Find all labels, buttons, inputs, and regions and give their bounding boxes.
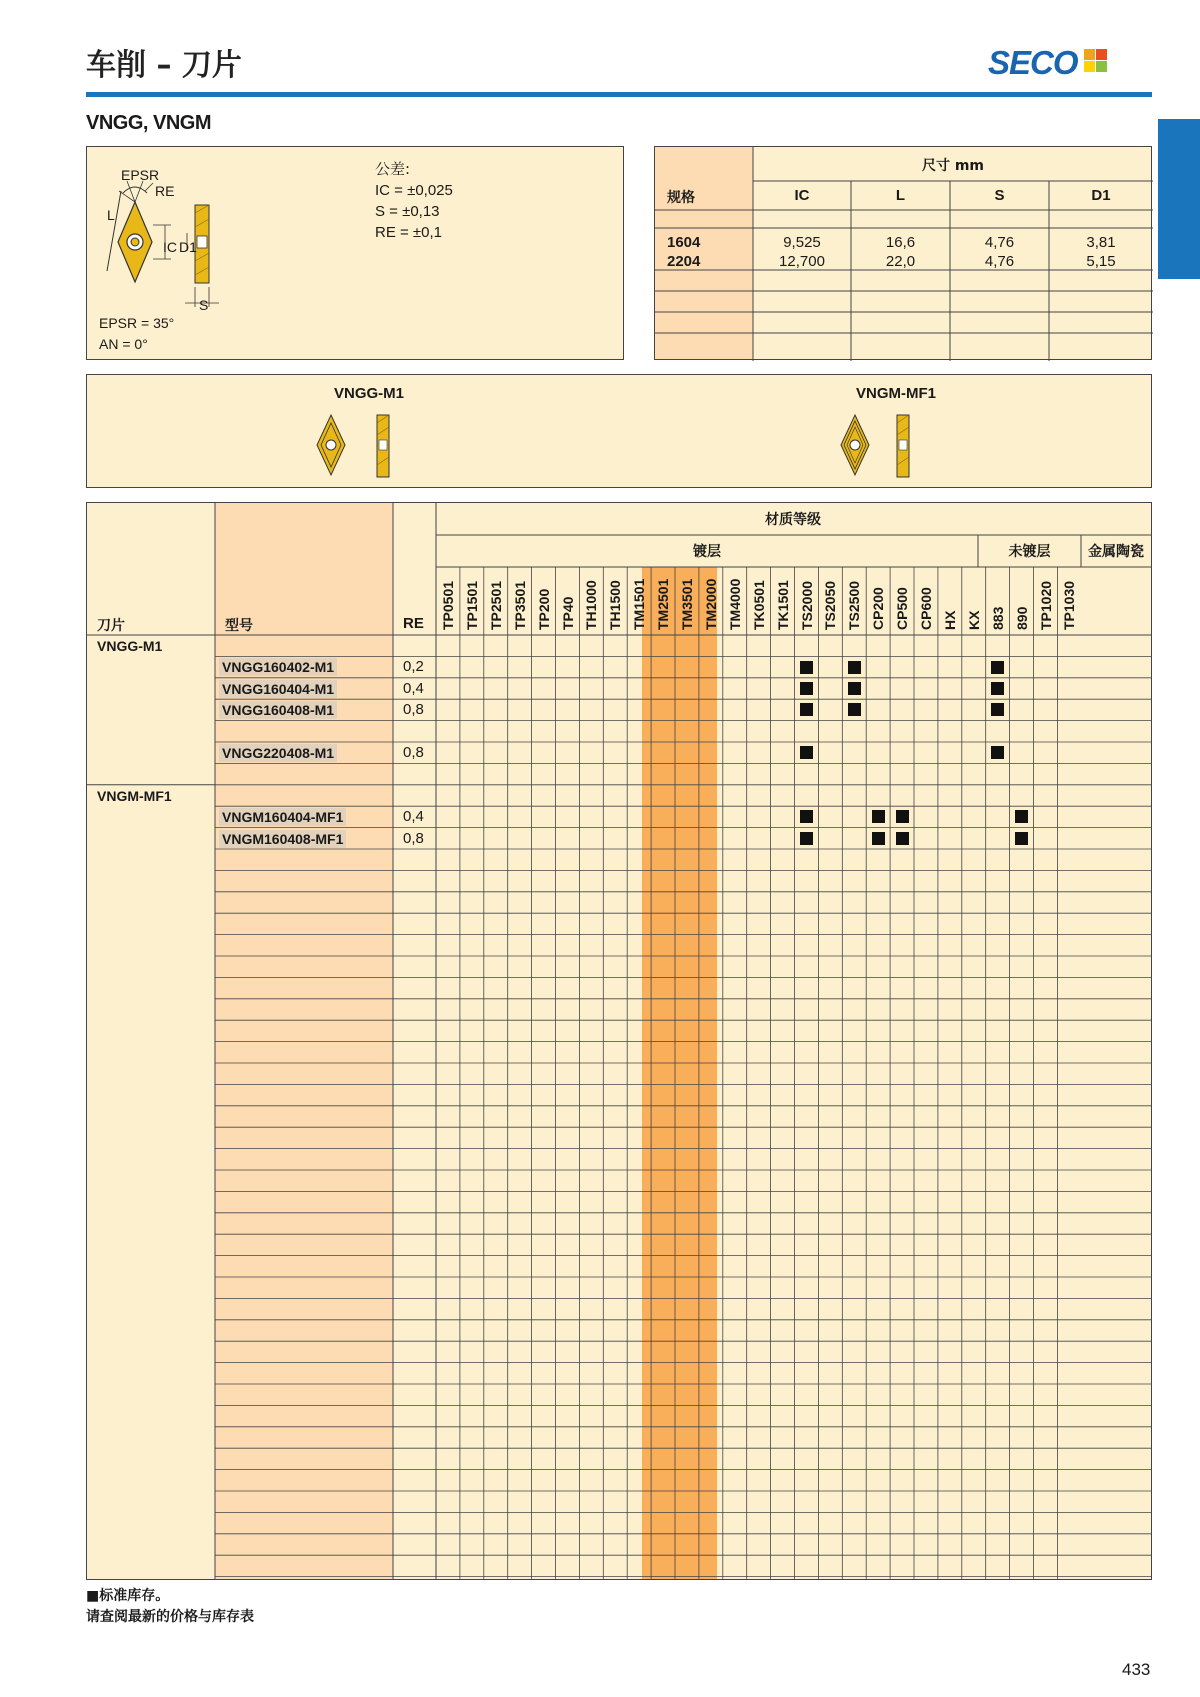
insert-code: VNGG160408-M1: [219, 701, 337, 719]
col-ic: IC: [794, 187, 810, 204]
stock-mark: [848, 682, 861, 695]
col-d1: D1: [1091, 187, 1111, 204]
grade-col-tp2501: TP2501: [487, 580, 504, 630]
insert-re: 0,2: [403, 658, 424, 676]
tolerance-ic: IC = ±0,025: [375, 182, 453, 199]
stock-mark: [800, 661, 813, 674]
vngg-m1-insert-icon: [315, 411, 415, 481]
col-insert-header: 刀片: [97, 618, 125, 634]
geometry-name-mf1: VNGM-MF1: [856, 385, 936, 402]
grade-col-kx: KX: [965, 610, 982, 630]
grade-col-th1500: TH1500: [607, 580, 624, 630]
stock-mark: [800, 746, 813, 759]
group-uncoated: 未镀层: [1008, 544, 1051, 560]
insert-re: 0,4: [403, 679, 424, 697]
insert-code: VNGG220408-M1: [219, 744, 337, 762]
spec-1604: 1604: [667, 234, 701, 251]
epsr-value: EPSR = 35°: [99, 315, 175, 331]
stock-mark: [991, 746, 1004, 759]
geometry-name-m1: VNGG-M1: [333, 385, 404, 402]
grade-col-tk1501: TK1501: [774, 580, 791, 630]
grade-col-ts2000: TS2000: [798, 580, 815, 630]
group-coated: 镀层: [693, 544, 721, 560]
value-cell: 12,700: [779, 253, 825, 270]
stock-mark: [800, 682, 813, 695]
stock-mark: [991, 682, 1004, 695]
grade-col-tp1030: TP1030: [1061, 580, 1078, 630]
insert-code: VNGG160402-M1: [219, 658, 337, 676]
grade-col-tk0501: TK0501: [750, 580, 767, 630]
insert-re: 0,8: [403, 744, 424, 761]
stock-mark: [896, 832, 909, 845]
section-tab: [1158, 119, 1200, 279]
spec-header: 规格: [667, 190, 695, 206]
stock-mark: [800, 810, 813, 823]
page-title: 车削 – 刀片: [86, 48, 242, 83]
group-cermet: 金属陶瓷: [1088, 544, 1144, 560]
footnote: [86, 1586, 254, 1628]
seco-logo: [988, 44, 1108, 81]
insert-code: VNGM160408-MF1: [219, 830, 346, 848]
page-number: 433: [1122, 1660, 1151, 1679]
vngm-mf1-insert-icon: [839, 411, 939, 481]
stock-mark: [872, 832, 885, 845]
label-epsr: EPSR: [121, 167, 160, 183]
grade-col-hx: HX: [941, 610, 958, 630]
an-value: AN = 0°: [99, 336, 148, 352]
grade-col-tm4000: TM4000: [726, 578, 743, 630]
logo-mark-icon: [1084, 49, 1108, 73]
spec-2204: 2204: [667, 253, 701, 270]
logo-text: SECO: [988, 44, 1078, 81]
value-cell: 4,76: [984, 253, 1015, 270]
tolerance-block: [375, 159, 453, 243]
grade-col-890: 890: [1013, 606, 1030, 630]
grade-col-th1000: TH1000: [583, 580, 600, 630]
grade-col-ts2500: TS2500: [846, 580, 863, 630]
grade-col-tm3501: TM3501: [679, 578, 695, 630]
col-re-header: RE: [403, 615, 424, 632]
dimension-table: [654, 146, 1152, 360]
tolerance-re: RE = ±0,1: [375, 224, 443, 241]
grade-col-cp500: CP500: [894, 587, 911, 630]
grade-col-tm2000: TM2000: [702, 578, 719, 630]
label-l: L: [107, 207, 115, 223]
value-cell: 22,0: [885, 253, 916, 270]
stock-mark: [848, 703, 861, 716]
value-cell: 16,6: [885, 234, 916, 251]
stock-mark: [896, 810, 909, 823]
value-cell: 3,81: [1086, 234, 1116, 251]
footnote-note: 请查阅最新的价格与库存表: [86, 1609, 254, 1625]
value-cell: 9,525: [783, 234, 821, 251]
grade-col-tm2501: TM2501: [655, 578, 672, 630]
grade-col-883: 883: [989, 606, 1006, 630]
stock-mark: [872, 810, 885, 823]
insert-re: 0,8: [403, 701, 424, 719]
stock-mark: [1015, 832, 1028, 845]
grade-col-tp200: TP200: [535, 588, 552, 630]
header-rule: [86, 92, 1152, 97]
insert-re: 0,4: [403, 808, 424, 826]
insert-code: VNGM160404-MF1: [219, 808, 346, 826]
section-name: VNGM-MF1: [97, 787, 172, 804]
grade-col-tp1020: TP1020: [1037, 580, 1054, 630]
section-name: VNGG-M1: [97, 638, 163, 654]
label-ic: IC: [163, 239, 177, 255]
tolerance-title: 公差:: [375, 160, 411, 178]
tolerance-s: S = ±0,13: [375, 203, 440, 220]
page-subtitle: VNGG, VNGM: [86, 112, 212, 134]
col-s: S: [994, 187, 1005, 204]
value-cell: 5,15: [1086, 253, 1116, 270]
stock-mark: [991, 703, 1004, 716]
col-l: L: [895, 187, 906, 204]
stock-mark: [848, 661, 861, 674]
label-s: S: [199, 297, 209, 313]
col-type-header: 型号: [225, 618, 253, 634]
dimension-group-header: 尺寸 mm: [921, 158, 985, 174]
stock-mark: [991, 661, 1004, 674]
stock-mark: [800, 832, 813, 845]
stock-mark: [800, 703, 813, 716]
grade-col-tp0501: TP0501: [440, 580, 456, 630]
grade-col-tm1501: TM1501: [631, 578, 648, 630]
label-d1: D1: [179, 239, 197, 255]
footnote-stock: ■标准库存。: [86, 1588, 170, 1604]
insert-drawing-panel: [86, 146, 624, 360]
stock-mark: [1015, 810, 1028, 823]
grade-col-cp600: CP600: [918, 587, 934, 630]
grade-table: [86, 502, 1152, 1580]
grade-col-tp3501: TP3501: [511, 580, 528, 630]
insert-code: VNGG160404-M1: [219, 680, 337, 698]
grades-title: 材质等级: [765, 512, 821, 528]
grade-col-ts2050: TS2050: [822, 580, 839, 630]
insert-re: 0,8: [403, 829, 424, 847]
value-cell: 4,76: [984, 234, 1015, 251]
grade-col-tp1501: TP1501: [463, 580, 480, 630]
geometry-panel: [86, 374, 1152, 488]
grade-col-cp200: CP200: [870, 587, 887, 630]
label-re: RE: [155, 183, 175, 199]
grade-col-tp40: TP40: [559, 596, 576, 630]
